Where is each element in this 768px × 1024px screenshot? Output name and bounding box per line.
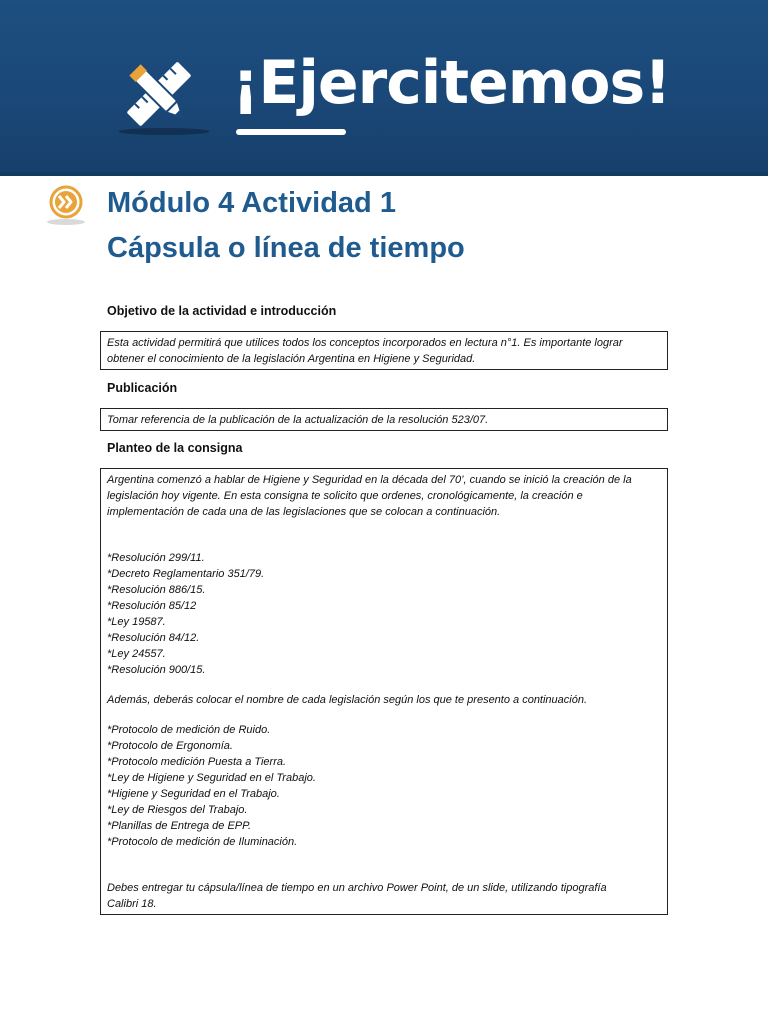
legislation-item: *Ley 24557. [107, 648, 166, 660]
objective-line: Esta actividad permitirá que utilices todos los conceptos incorporados en lectura n°1. Es importante lograr [107, 337, 623, 349]
name-item: *Protocolo medición Puesta a Tierra. [107, 756, 287, 768]
objective-heading: Objetivo de la actividad e introducción [107, 304, 337, 318]
name-item: *Ley de Riesgos del Trabajo. [107, 804, 248, 816]
logo-shadow [118, 128, 210, 135]
assignment-intro-line: legislación hoy vigente. En esta consigna te solicito que ordenes, cronológicamente, la creación e [107, 490, 583, 502]
legislation-item: *Resolución 84/12. [107, 632, 200, 644]
name-item: *Protocolo de medición de Iluminación. [107, 836, 298, 848]
publication-box [100, 408, 668, 431]
title-underline [236, 129, 346, 135]
assignment-intro-line: implementación de cada una de las legislaciones que se colocan a continuación. [107, 506, 501, 518]
banner-title: ¡Ejercitemos! [232, 48, 671, 118]
publication-heading: Publicación [107, 381, 178, 395]
assignment-heading: Planteo de la consigna [107, 441, 243, 455]
name-item: *Planillas de Entrega de EPP. [107, 820, 252, 832]
legislation-item: *Resolución 299/11. [107, 552, 205, 564]
objective-line: obtener el conocimiento de la legislación Argentina en Higiene y Seguridad. [107, 353, 476, 365]
delivery-line: Calibri 18. [107, 898, 157, 910]
legislation-item: *Ley 19587. [107, 616, 166, 628]
objective-box [100, 331, 668, 370]
legislation-item: *Decreto Reglamentario 351/79. [107, 568, 265, 580]
assignment-box [100, 468, 668, 915]
names-instruction: Además, deberás colocar el nombre de cada legislación según los que te presento a continuación. [107, 694, 588, 706]
ruler-pencil-icon [122, 54, 196, 134]
legislation-item: *Resolución 85/12 [107, 600, 197, 612]
name-item: *Protocolo de medición de Ruido. [107, 724, 271, 736]
delivery-line: Debes entregar tu cápsula/línea de tiempo en un archivo Power Point, de un slide, utilizando tipografía [107, 882, 607, 894]
module-title: Módulo 4 Actividad 1 [107, 187, 396, 219]
name-item: *Ley de Higiene y Seguridad en el Trabajo. [107, 772, 316, 784]
legislation-item: *Resolución 886/15. [107, 584, 206, 596]
banner-bottom-strip [0, 172, 768, 176]
chevron-right-icon [47, 185, 85, 225]
assignment-intro-line: Argentina comenzó a hablar de Higiene y Seguridad en la década del 70’, cuando se inició la creación de la [107, 474, 632, 486]
publication-text: Tomar referencia de la publicación de la actualización de la resolución 523/07. [107, 414, 489, 426]
module-subtitle: Cápsula o línea de tiempo [107, 232, 465, 264]
name-item: *Higiene y Seguridad en el Trabajo. [107, 788, 280, 800]
name-item: *Protocolo de Ergonomía. [107, 740, 233, 752]
legislation-item: *Resolución 900/15. [107, 664, 206, 676]
header-banner [0, 0, 768, 176]
